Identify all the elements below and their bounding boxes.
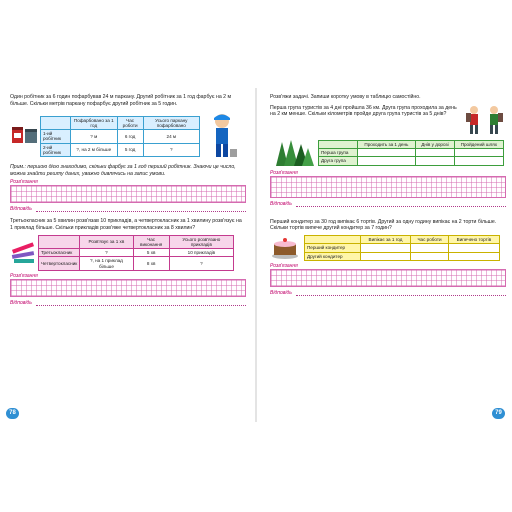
task2-table-row: [10, 235, 246, 271]
table-header: Пофарбовано за 1 год: [70, 116, 117, 129]
table-header: [305, 236, 361, 244]
solution-grid[interactable]: [270, 269, 506, 287]
table-header: Час виконання: [133, 235, 169, 248]
book-spine: [255, 88, 257, 422]
page-number-left: 78: [6, 408, 19, 419]
task1-text: Один робітник за 6 годин пофарбував 24 м паркану. Другий робітник за 1 год фарбує на 2 м більше. Скільки метрів паркану пофарбує другий робітник за 5 годин.: [10, 94, 232, 107]
task1-table-row: [10, 111, 246, 161]
table-header: Розв'язує за 1 хв: [80, 235, 133, 248]
solution-label: Розв'язання: [270, 262, 298, 269]
paint-cans-icon: [10, 123, 40, 149]
painter-boy-illustration: [206, 111, 238, 161]
task1-hint: Прим.: першою дією знаходимо, скільки фарбує за 1 год перший робітник. Знаючи це число, можна знайти решту даних, уважно дивлячись на запис умови.: [10, 164, 236, 177]
page-number-right: 79: [492, 408, 505, 419]
task3-table-row: [270, 138, 506, 168]
task4-table-row: [270, 235, 506, 261]
task4-text: Перший кондитер за 30 год випікає 6 тортів. Другий за одну годину випікає на 2 торти більше. Скільки тортів випече другий кондитер за 7 годин?: [270, 218, 497, 232]
answer-line[interactable]: [296, 290, 506, 296]
table-row: Четвертокласник ?, на 1 приклад більше 8 хв ?: [39, 257, 234, 270]
table-header: Усього паркану пофарбовано: [143, 116, 199, 129]
table-row: 2-ий робітник ?, на 2 м більше 5 год ?: [41, 143, 200, 156]
table-header: Випікає за 1 год: [360, 236, 410, 244]
table-header: Пройдений шлях: [454, 140, 503, 148]
solution-label: Розв'язання: [10, 179, 38, 186]
table-row: Другий кондитер: [305, 252, 500, 260]
answer-line[interactable]: [36, 206, 246, 212]
answer-label: Відповідь: [270, 289, 292, 296]
table-header: Усього розв'язано прикладів: [169, 235, 233, 248]
left-page: [10, 94, 246, 306]
task4-table: [304, 235, 500, 261]
answer-label: Відповідь: [10, 299, 32, 306]
solution-label: Розв'язання: [10, 272, 38, 279]
table-row: Друга група: [319, 157, 504, 165]
solution-grid[interactable]: [270, 176, 506, 198]
answer-label: Відповідь: [270, 200, 292, 207]
table-row: Третьокласник ? 5 хв 10 прикладів: [39, 249, 234, 257]
table-header: Час роботи: [117, 116, 143, 129]
cake-icon: [270, 236, 300, 260]
answer-line[interactable]: [36, 300, 246, 306]
solution-grid[interactable]: [10, 279, 246, 297]
task2-table: [38, 235, 234, 271]
forest-icon: [270, 138, 314, 168]
table-header: [39, 235, 80, 248]
pencils-icon: [10, 240, 38, 266]
table-header: Випечено тортів: [448, 236, 499, 244]
table-row: 1-ий робітник ? м 6 год 24 м: [41, 130, 200, 143]
table-row: Перший кондитер: [305, 244, 500, 252]
table-header: [319, 140, 358, 148]
table-row: Перша група: [319, 149, 504, 157]
answer-label: Відповідь: [10, 206, 32, 213]
right-intro: Розв'яжи задачі. Запиши коротку умову в таблицю самостійно.: [270, 94, 421, 100]
table-header: Час роботи: [411, 236, 449, 244]
solution-label: Розв'язання: [270, 169, 298, 176]
task2-text: Третьокласник за 5 хвилин розв'язав 10 прикладів, а четвертокласник за 1 хвилину розв'язує на 1 приклад більше. Скільки прикладів розв'яже четвертокласник за 8 хвилин?: [10, 218, 242, 232]
table-header: [41, 116, 71, 129]
right-page: [270, 94, 506, 296]
task1-table: [40, 116, 200, 157]
table-header: Проходить за 1 день: [357, 140, 415, 148]
table-header: Днів у дорозі: [416, 140, 455, 148]
task3-table: [318, 140, 504, 166]
task3-text: Перша група туристів за 4 дні пройшла 36 км. Друга група проходила за день на 2 км менше. Скільки кілометрів пройде друга група туристів за 5 днів?: [270, 104, 457, 118]
answer-line[interactable]: [296, 201, 506, 207]
solution-grid[interactable]: [10, 185, 246, 203]
hikers-illustration: [462, 105, 506, 135]
